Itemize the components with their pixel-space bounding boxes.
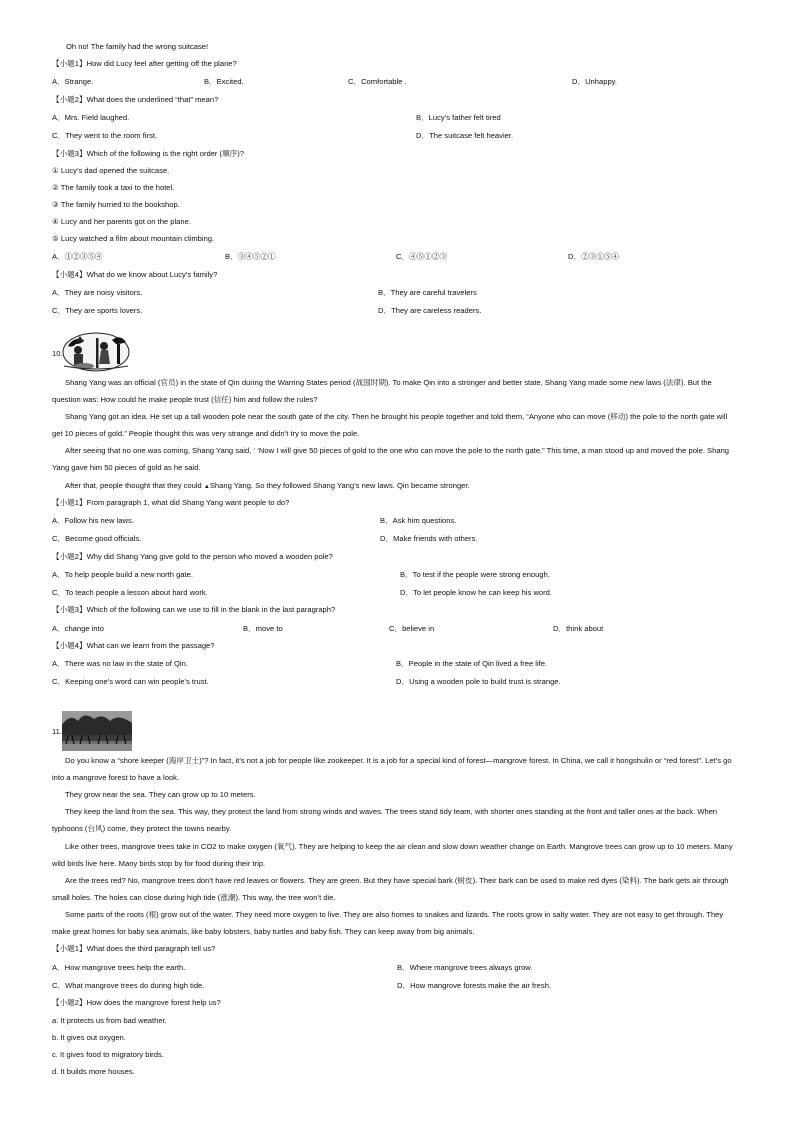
q9-s4-option-c: C．They are sports lovers. bbox=[52, 306, 143, 315]
q10-paragraph-4-before: After that, people thought that they could bbox=[65, 481, 204, 490]
q11-paragraph-3: They keep the land from the sea. This way, they protect the land from strong winds and waves. The trees stand tidy team, with shorter ones standing at the front and taller ones at the back. When typhoons (台风) come, they protect the towns nearby. bbox=[52, 807, 718, 834]
q10-s1-option-d: D．Make friends with others. bbox=[380, 534, 478, 543]
q10-paragraph-1: Shang Yang was an official (官员) in the state of Qin during the Warring States period (战国时期). To make Qin into a stronger and better state, Shang Yang made some new laws (法律). But the question was: How could he make people trust (信任) him and follow the rules? bbox=[52, 378, 712, 405]
q10-s1-option-c: C．Become good officials. bbox=[52, 534, 142, 543]
q10-paragraph-4-after: Shang Yang. So they followed Shang Yang’s new laws. Qin became stronger. bbox=[209, 481, 470, 490]
q9-s1-option-a: A．Strange. bbox=[52, 77, 94, 86]
q9-s3-event-3: ③ The family hurried to the bookshop. bbox=[52, 200, 180, 209]
q9-s2-option-a: A．Mrs. Field laughed. bbox=[52, 113, 130, 122]
q10-number: 10. bbox=[52, 349, 63, 358]
q11-s2-item-d: d. It builds more houses. bbox=[52, 1067, 135, 1076]
shang-yang-illustration bbox=[62, 332, 130, 372]
q11-paragraph-1: Do you know a “shore keeper (海岸卫士)”? In fact, it’s not a job for people like zookeeper. It is a job for a special kind of forest—mangrove forest. In China, we call it hongshulin or “red forest”. Let’s go into a mangrove forest to have a look. bbox=[52, 756, 732, 783]
q9-s4-option-b: B．They are careful travelers bbox=[378, 288, 477, 297]
q9-s1-stem: 【小题1】How did Lucy feel after getting off the plane? bbox=[52, 59, 237, 68]
q10-s4-option-b: B．People in the state of Qin lived a free life. bbox=[396, 659, 548, 668]
q10-s4-option-d: D．Using a wooden pole to build trust is strange. bbox=[396, 677, 561, 686]
q11-s1-option-a: A．How mangrove trees help the earth. bbox=[52, 963, 186, 972]
q10-s2-option-c: C．To teach people a lesson about hard work. bbox=[52, 588, 208, 597]
q10-paragraph-2: Shang Yang got an idea. He set up a tall wooden pole near the south gate of the city. Then he brought his people together and told them, “Anyone who can move (移动) the pole to the north gate will get 10 pieces of gold.” People thought this was very strange and didn’t try to move the pole. bbox=[52, 412, 728, 439]
q11-number: 11. bbox=[52, 727, 62, 736]
q9-s3-event-1: ① Lucy’s dad opened the suitcase. bbox=[52, 166, 170, 175]
q9-s4-option-a: A．They are noisy visitors. bbox=[52, 288, 143, 297]
q9-s3-option-c: C．④⑤①②③ bbox=[396, 252, 448, 261]
q9-s4-stem: 【小题4】What do we know about Lucy’s family? bbox=[52, 270, 218, 279]
q10-s4-stem: 【小题4】What can we learn from the passage? bbox=[52, 641, 215, 650]
q11-s2-stem: 【小题2】How does the mangrove forest help us? bbox=[52, 998, 221, 1007]
q10-s2-option-d: D．To let people know he can keep his word. bbox=[400, 588, 552, 597]
q10-s3-option-b: B．move to bbox=[243, 624, 283, 633]
q11-s2-item-b: b. It gives out oxygen. bbox=[52, 1033, 126, 1042]
q9-s2-option-d: D．The suitcase felt heavier. bbox=[416, 131, 514, 140]
q10-s3-option-c: C．believe in bbox=[389, 624, 435, 633]
q11-s2-item-a: a. It protects us from bad weather. bbox=[52, 1016, 167, 1025]
q11-s2-item-c: c. It gives food to migratory birds. bbox=[52, 1050, 164, 1059]
q10-s4-option-c: C．Keeping one’s word can win people’s trust. bbox=[52, 677, 209, 686]
q10-s3-option-a: A．change into bbox=[52, 624, 104, 633]
q10-s1-option-a: A．Follow his new laws. bbox=[52, 516, 134, 525]
q10-paragraph-3: After seeing that no one was coming, Shang Yang said, ‘ ‘Now I will give 50 pieces of gold to the one who can move the pole to the north gate.” This time, a man stood up and moved the pole. Shang Yang gave him 50 pieces of gold as he said. bbox=[52, 446, 730, 473]
intro-line: Oh no! The family had the wrong suitcase! bbox=[66, 42, 209, 51]
q9-s3-stem: 【小题3】Which of the following is the right order (顺序)? bbox=[52, 149, 245, 158]
mangrove-forest-photo bbox=[62, 711, 132, 751]
q9-s3-option-b: B．③④⑤②① bbox=[225, 252, 276, 261]
q10-s1-option-b: B．Ask him questions. bbox=[380, 516, 457, 525]
q11-paragraph-2: They grow near the sea. They can grow up to 10 meters. bbox=[65, 790, 256, 799]
q9-s3-option-d: D．②③①⑤④ bbox=[568, 252, 620, 261]
q9-s2-stem: 【小题2】What does the underlined “that” mean? bbox=[52, 95, 219, 104]
q10-s2-option-b: B．To test if the people were strong enough. bbox=[400, 570, 550, 579]
q10-s3-option-d: D．think about bbox=[553, 624, 604, 633]
q10-paragraph-4 bbox=[52, 477, 738, 496]
q10-s1-stem: 【小题1】From paragraph 1, what did Shang Yang want people to do? bbox=[52, 498, 290, 507]
q11-s1-option-b: B．Where mangrove trees always grow. bbox=[397, 963, 533, 972]
q9-s4-option-d: D．They are careless readers. bbox=[378, 306, 482, 315]
q9-s3-event-4: ④ Lucy and her parents got on the plane. bbox=[52, 217, 191, 226]
q9-s1-option-d: D．Unhappy. bbox=[572, 77, 618, 86]
q9-s3-event-5: ⑤ Lucy watched a film about mountain climbing. bbox=[52, 234, 215, 243]
q10-s2-option-a: A．To help people build a new north gate. bbox=[52, 570, 194, 579]
q11-paragraph-5: Are the trees red? No, mangrove trees don’t have red leaves or flowers. They are green. But they have special bark (树皮). Their bark can be used to make red dyes (染料). The bark gets air through small holes. The holes can close during high tide (涨潮). This way, the tree won’t die. bbox=[52, 876, 729, 903]
q9-s2-option-c: C．They went to the room first. bbox=[52, 131, 158, 140]
blank-mark: ▲ bbox=[203, 484, 210, 490]
q9-s3-option-a: A．①②③⑤④ bbox=[52, 252, 103, 261]
q11-s1-stem: 【小题1】What does the third paragraph tell us? bbox=[52, 944, 216, 953]
q9-s3-event-2: ② The family took a taxi to the hotel. bbox=[52, 183, 175, 192]
q9-s1-option-c: C．Comfortable . bbox=[348, 77, 407, 86]
q10-s2-stem: 【小题2】Why did Shang Yang give gold to the person who moved a wooden pole? bbox=[52, 552, 333, 561]
q11-paragraph-6: Some parts of the roots (根) grow out of the water. They need more oxygen to live. They are also homes to snakes and lizards. The roots grow in salty water. They are not easy to get through. They make great homes for baby sea animals, like baby lobsters, baby turtles and baby fish. They can keep away from big animals. bbox=[52, 910, 724, 937]
q11-paragraph-4: Like other trees, mangrove trees take in CO2 to make oxygen (氧气). They are helping to keep the air clean and slow down weather change on Earth. Mangrove trees can grow up to 10 meters. Many wild birds live here. Many birds stop by for food during their trip. bbox=[52, 842, 733, 869]
q11-s1-option-c: C．What mangrove trees do during high tide. bbox=[52, 981, 205, 990]
q9-s2-option-b: B．Lucy’s father felt tired bbox=[416, 113, 501, 122]
q10-s4-option-a: A．There was no law in the state of Qin. bbox=[52, 659, 188, 668]
q10-s3-stem: 【小题3】Which of the following can we use to fill in the blank in the last paragraph? bbox=[52, 605, 336, 614]
q11-s1-option-d: D．How mangrove forests make the air fresh. bbox=[397, 981, 552, 990]
q9-s1-option-b: B．Excited. bbox=[204, 77, 244, 86]
